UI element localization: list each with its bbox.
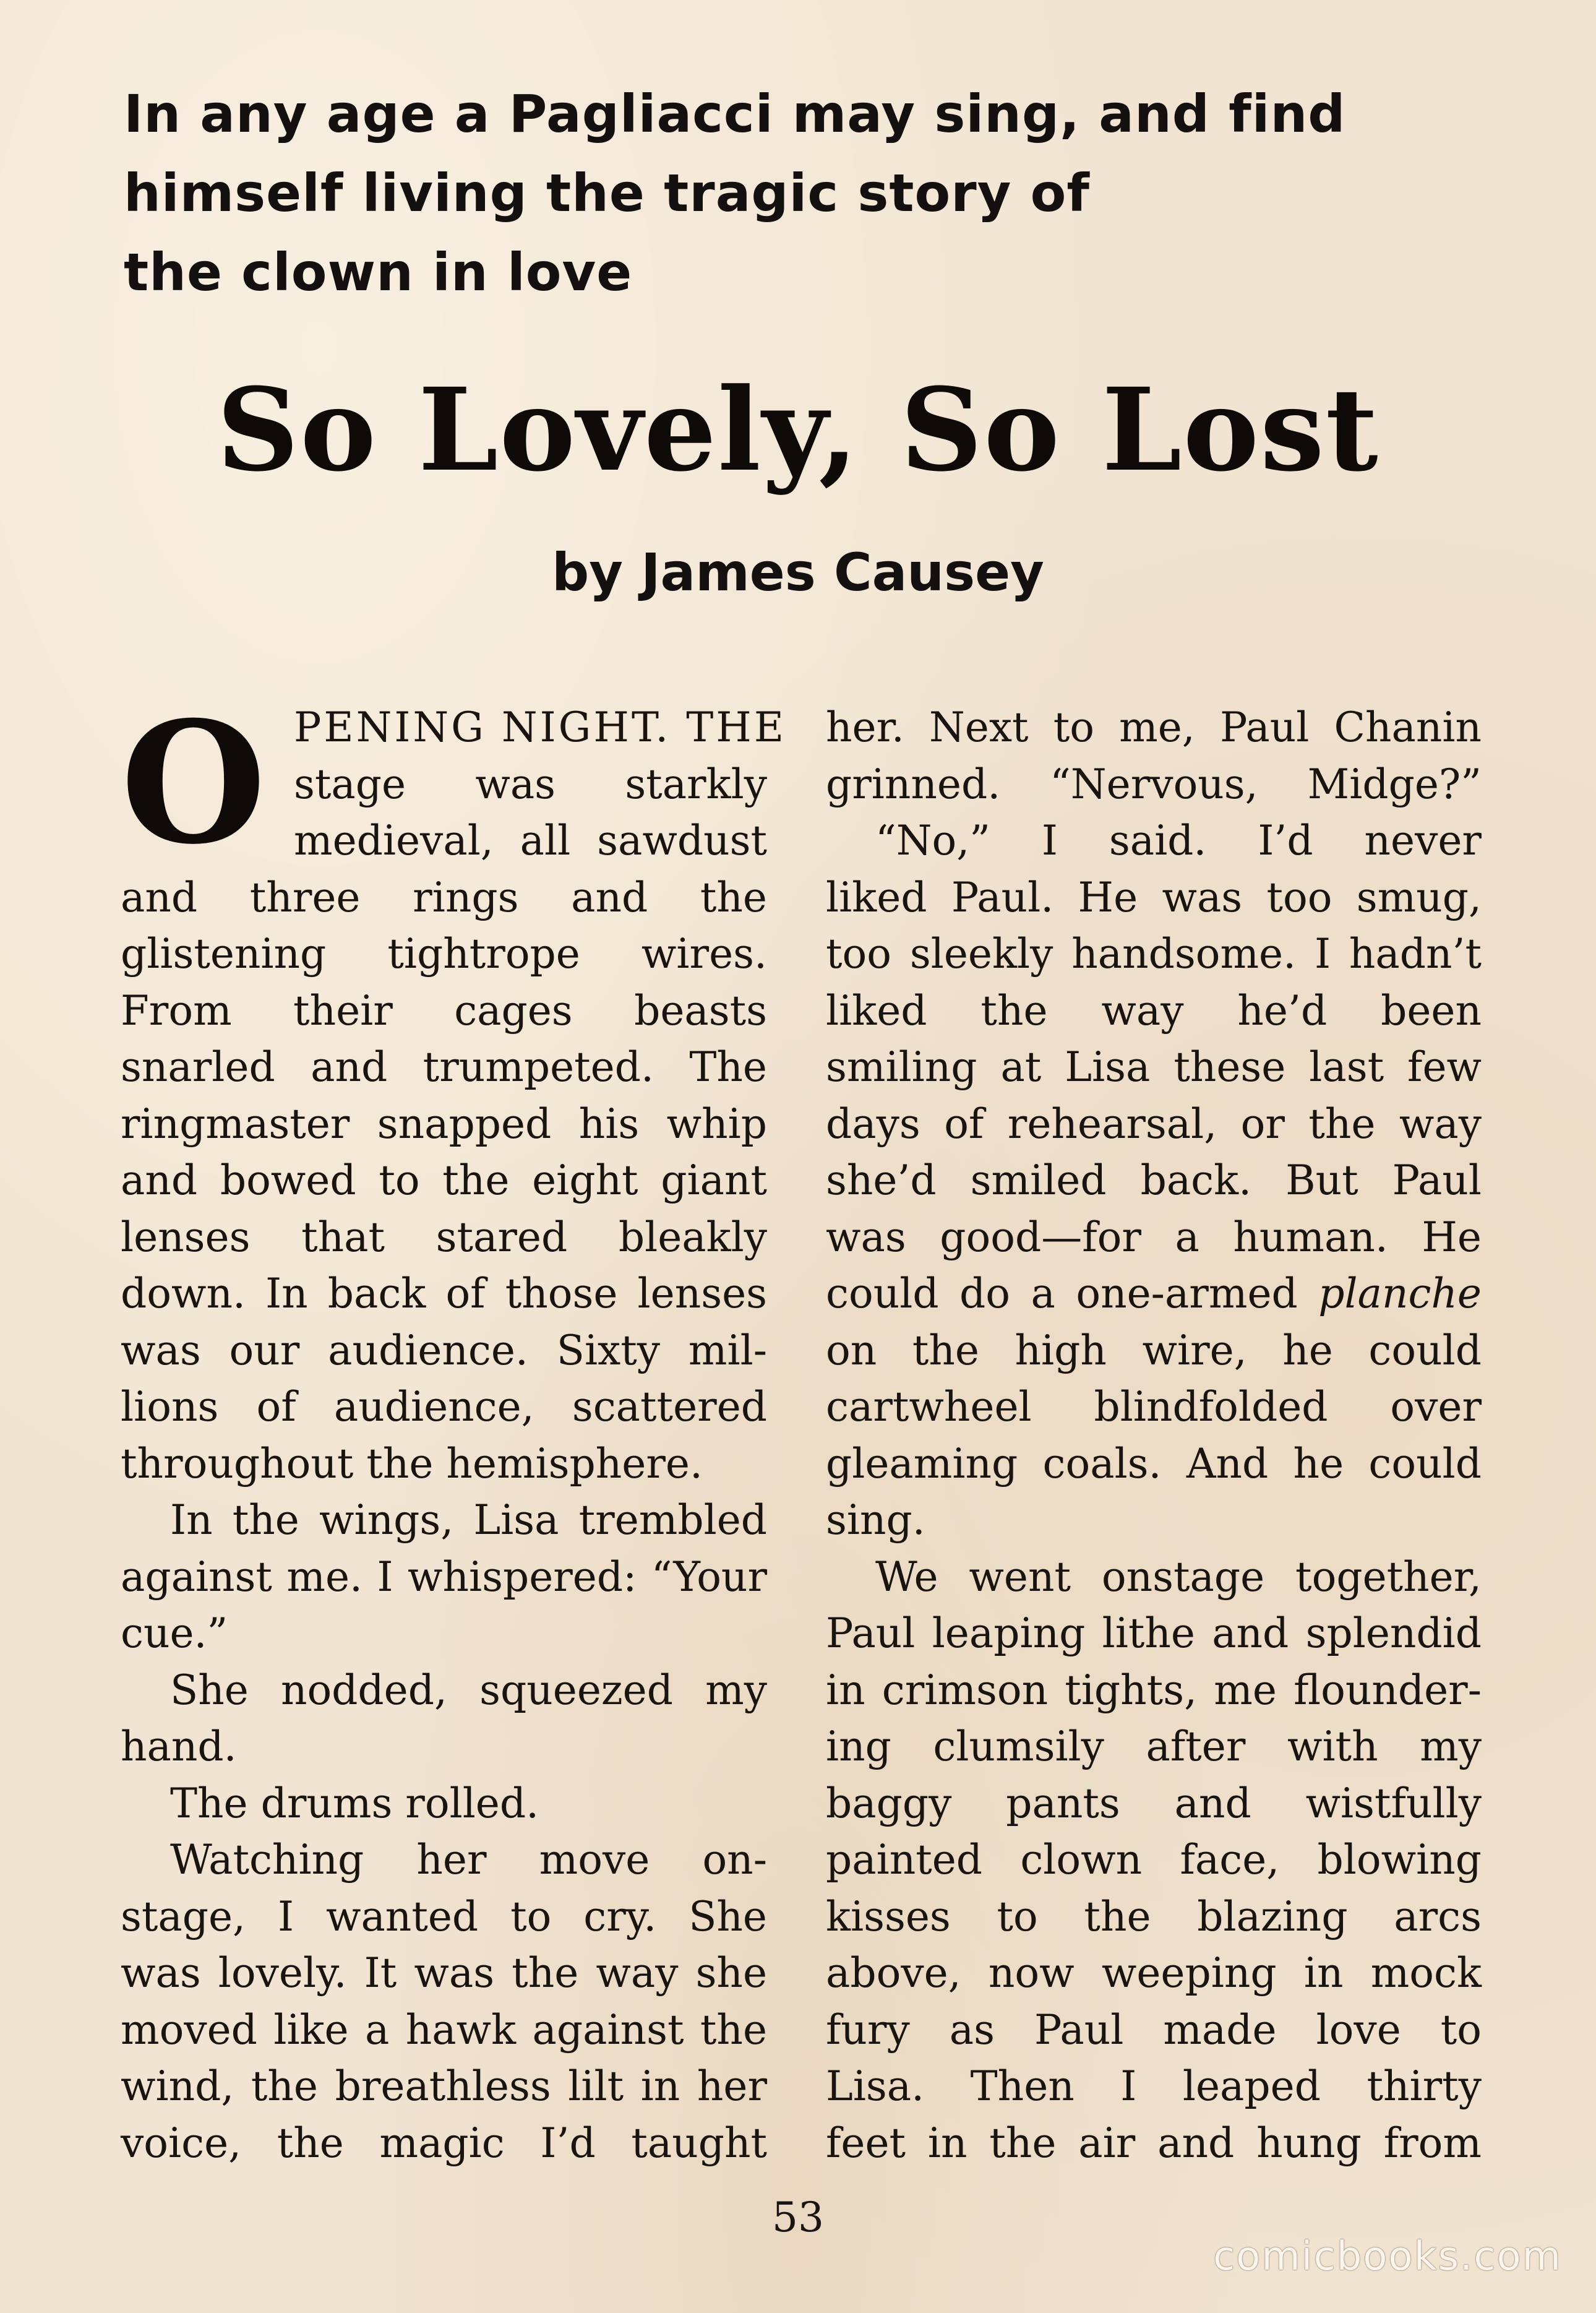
- text-line: grinned. “Nervous, Midge?”: [826, 760, 1482, 808]
- text-line: From their cages beasts: [121, 986, 767, 1035]
- text-line: The drums rolled.: [170, 1779, 539, 1827]
- text-line: she’d smiled back. But Paul: [826, 1156, 1482, 1204]
- story-byline: by James Causey: [552, 542, 1044, 603]
- text-line: We went onstage together,: [875, 1553, 1482, 1601]
- story-teaser: [124, 74, 1423, 312]
- text-fragment: could do a one-armed: [826, 1270, 1319, 1317]
- text-line: was good—for a human. He: [826, 1213, 1482, 1261]
- text-line: and three rings and the: [121, 873, 767, 921]
- text-line: snarled and trumpeted. The: [121, 1043, 767, 1091]
- text-line: down. In back of those lenses: [121, 1270, 767, 1317]
- text-line: stage was starkly: [294, 760, 767, 808]
- site-watermark: comicbooks.com: [1212, 2234, 1562, 2280]
- italic-word: planche: [1318, 1270, 1482, 1317]
- teaser-line: himself living the tragic story of: [124, 163, 1090, 223]
- text-line: feet in the air and hung from: [826, 2119, 1482, 2167]
- text-line: days of rehearsal, or the way: [826, 1100, 1482, 1148]
- text-line: too sleekly handsome. I hadn’t: [826, 930, 1482, 978]
- text-line-with-italic: [826, 1265, 1482, 1322]
- text-line: moved like a hawk against the: [121, 2005, 767, 2054]
- text-line: baggy pants and wistfully: [826, 1779, 1482, 1827]
- page-number: 53: [772, 2194, 824, 2241]
- text-line: ing clumsily after with my: [826, 1723, 1482, 1770]
- text-line: kisses to the blazing arcs: [826, 1892, 1482, 1940]
- text-line: voice, the magic I’d taught: [121, 2119, 767, 2167]
- teaser-line: In any age a Pagliacci may sing, and find: [124, 84, 1346, 144]
- text-line: liked the way he’d been: [826, 986, 1482, 1035]
- text-line: Lisa. Then I leaped thirty: [826, 2062, 1482, 2110]
- right-column: [826, 699, 1482, 2171]
- text-line: sing.: [826, 1496, 925, 1544]
- drop-cap: O: [121, 684, 267, 881]
- text-line: above, now weeping in mock: [826, 1949, 1482, 1997]
- text-line: on the high wire, he could: [826, 1326, 1482, 1374]
- text-line: In the wings, Lisa trembled: [170, 1496, 767, 1544]
- text-line: PENING NIGHT. THE: [294, 704, 786, 751]
- story-title: So Lovely, So Lost: [217, 363, 1379, 497]
- text-line: ringmaster snapped his whip: [121, 1100, 767, 1148]
- text-line: against me. I whispered: “Your: [121, 1553, 767, 1601]
- text-line: hand.: [121, 1723, 237, 1770]
- text-line: cue.”: [121, 1609, 228, 1657]
- text-line: lenses that stared bleakly: [121, 1213, 767, 1261]
- text-line: lions of audience, scattered: [121, 1383, 767, 1431]
- text-line: was our audience. Sixty mil-: [121, 1326, 767, 1374]
- text-line: her. Next to me, Paul Chanin: [826, 704, 1482, 751]
- text-line: painted clown face, blowing: [826, 1836, 1482, 1884]
- text-line: glistening tightrope wires.: [121, 930, 767, 978]
- text-line: in crimson tights, me flounder-: [826, 1666, 1482, 1714]
- text-line: She nodded, squeezed my: [170, 1666, 767, 1714]
- text-line: fury as Paul made love to: [826, 2005, 1482, 2054]
- drop-cap-block: [121, 684, 786, 881]
- text-line: and bowed to the eight giant: [121, 1156, 767, 1204]
- text-line: cartwheel blindfolded over: [826, 1383, 1482, 1431]
- teaser-line: the clown in love: [124, 242, 633, 303]
- text-line: “No,” I said. I’d never: [875, 817, 1482, 864]
- text-line: stage, I wanted to cry. She: [121, 1892, 767, 1940]
- text-line: was lovely. It was the way she: [121, 1949, 767, 1997]
- text-line: medieval, all sawdust: [294, 817, 767, 864]
- text-line: gleaming coals. And he could: [826, 1439, 1482, 1488]
- text-line: Watching her move on-: [170, 1836, 767, 1884]
- text-line: smiling at Lisa these last few: [826, 1043, 1482, 1091]
- text-line: throughout the hemisphere.: [121, 1439, 703, 1488]
- text-line: liked Paul. He was too smug,: [826, 873, 1482, 921]
- left-column: [121, 684, 786, 2171]
- text-line: wind, the breathless lilt in her: [121, 2062, 767, 2110]
- text-line: Paul leaping lithe and splendid: [826, 1609, 1482, 1657]
